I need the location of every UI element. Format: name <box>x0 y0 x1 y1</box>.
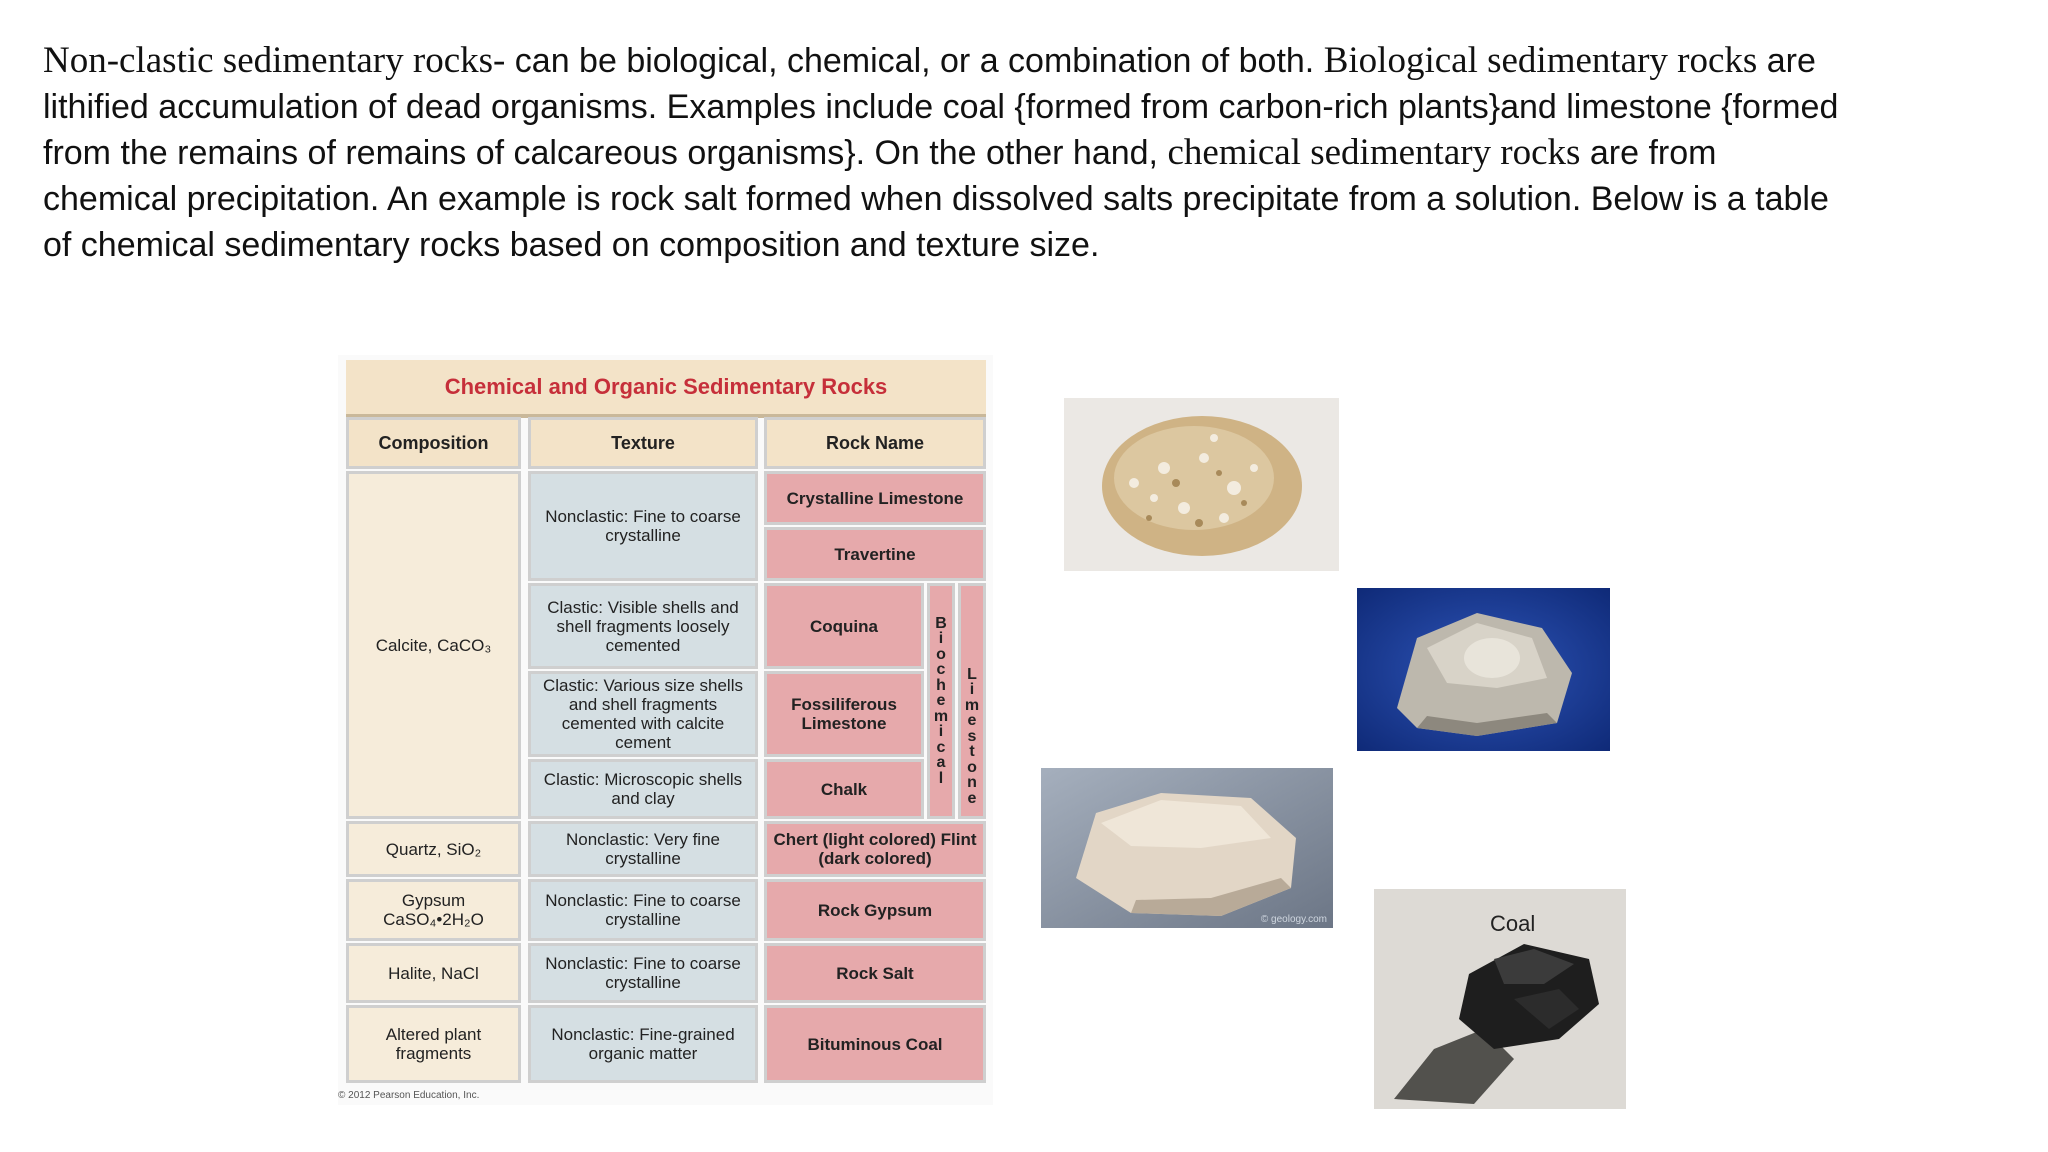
rock-gypsum: Rock Gypsum <box>764 879 986 941</box>
coal-photo <box>1374 889 1626 1109</box>
table-title: Chemical and Organic Sedimentary Rocks <box>346 360 986 418</box>
rock-coquina: Coquina <box>764 583 924 669</box>
table-copyright: © 2012 Pearson Education, Inc. <box>338 1090 480 1101</box>
intro-paragraph <box>43 38 1843 268</box>
rock-salt: Rock Salt <box>764 943 986 1003</box>
sedimentary-rocks-table-figure <box>338 355 993 1105</box>
limestone-vertical-label <box>958 583 986 819</box>
texture-clastic-various: Clastic: Various size shells and shell fragments cemented with calcite cement <box>528 671 758 757</box>
coquina-photo <box>1064 398 1339 571</box>
rock-chert-flint: Chert (light colored) Flint (dark colored) <box>764 821 986 877</box>
biochemical-letter: c <box>936 661 946 679</box>
limestone-letter: i <box>969 681 975 698</box>
biochemical-letter: e <box>936 692 946 710</box>
limestone-letter: m <box>964 696 980 714</box>
texture-halite: Nonclastic: Fine to coarse crystalline <box>528 943 758 1003</box>
limestone-letter: e <box>967 712 977 729</box>
texture-nonclastic-fine-coarse: Nonclastic: Fine to coarse crystalline <box>528 471 758 581</box>
composition-plant: Altered plant fragments <box>346 1005 521 1083</box>
header-texture: Texture <box>528 417 758 469</box>
composition-quartz: Quartz, SiO₂ <box>346 821 521 877</box>
limestone-letter: s <box>967 727 977 745</box>
limestone-letter: o <box>967 758 977 776</box>
rock-fossiliferous-limestone: Fossiliferous Limestone <box>764 671 924 757</box>
rock-travertine: Travertine <box>764 527 986 581</box>
rock-chalk: Chalk <box>764 759 924 819</box>
limestone-letter: n <box>967 774 977 791</box>
term-chemical: chemical sedimentary rocks <box>1167 132 1581 173</box>
texture-nonclastic-very-fine: Nonclastic: Very fine crystalline <box>528 821 758 877</box>
biochemical-letter: l <box>938 769 944 787</box>
biochemical-letter: o <box>936 645 946 663</box>
biochemical-letter: h <box>936 676 946 694</box>
biochemical-letter: i <box>938 723 944 741</box>
rock-crystalline-limestone: Crystalline Limestone <box>764 471 986 525</box>
limestone-letter: t <box>969 743 975 760</box>
rock-bituminous-coal: Bituminous Coal <box>764 1005 986 1083</box>
header-composition: Composition <box>346 417 521 469</box>
coal-photo-label: Coal <box>1490 911 1536 936</box>
limestone-letter: e <box>967 789 977 807</box>
fossiliferous-limestone-photo <box>1357 588 1610 751</box>
biochemical-letter: B <box>935 614 947 632</box>
para-text-3: are from chemical precipitation. An example is rock salt formed when dissolved salts precipitate from a solution. Below is a table of chemical sedimentary rocks based on composition and texture size. <box>43 134 1829 264</box>
limestone-letter: L <box>967 665 977 683</box>
para-text-1: can be biological, chemical, or a combination of both. <box>505 42 1324 80</box>
texture-gypsum: Nonclastic: Fine to coarse crystalline <box>528 879 758 941</box>
biochemical-letter: c <box>936 738 946 756</box>
texture-clastic-microscopic: Clastic: Microscopic shells and clay <box>528 759 758 819</box>
composition-halite: Halite, NaCl <box>346 943 521 1003</box>
composition-calcite: Calcite, CaCO₃ <box>346 471 521 819</box>
biochemical-letter: a <box>936 754 946 772</box>
biochemical-letter: i <box>938 630 944 648</box>
biochemical-vertical-label <box>927 583 955 819</box>
chalk-photo-watermark: © geology.com <box>1260 914 1327 925</box>
biochemical-letter: m <box>933 707 949 725</box>
texture-organic: Nonclastic: Fine-grained organic matter <box>528 1005 758 1083</box>
term-non-clastic: Non-clastic sedimentary rocks- <box>43 40 506 81</box>
header-rock-name: Rock Name <box>764 417 986 469</box>
para-text-2: are lithified accumulation of dead organisms. Examples include coal {formed from carbon-rich plants}and limestone {formed from the remains of remains of calcareous organisms}. On the other hand, <box>43 42 1839 172</box>
chalk-photo <box>1041 768 1333 928</box>
composition-gypsum: Gypsum CaSO₄•2H₂O <box>346 879 521 941</box>
term-biological: Biological sedimentary rocks <box>1323 40 1758 81</box>
texture-clastic-visible: Clastic: Visible shells and shell fragments loosely cemented <box>528 583 758 669</box>
